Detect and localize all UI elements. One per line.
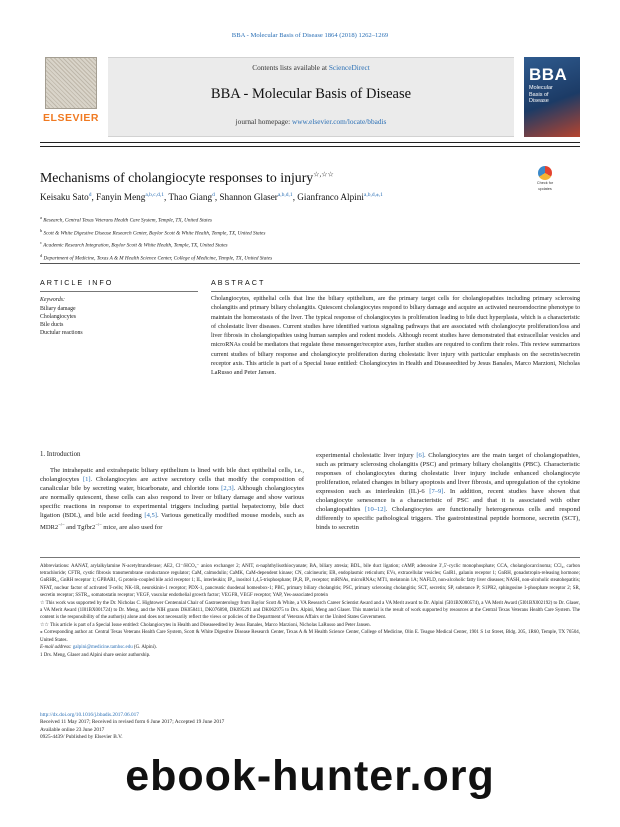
article-info-rule bbox=[40, 291, 198, 292]
citation-link[interactable]: [2,3] bbox=[221, 485, 234, 493]
watermark: ebook-hunter.org bbox=[125, 752, 495, 800]
author-name[interactable]: Keisaku Sato bbox=[40, 192, 89, 203]
journal-homepage-link[interactable]: www.elsevier.com/locate/bbadis bbox=[291, 117, 387, 126]
senior-authorship-footnote: 1 Drs. Meng, Glaser and Alpini share senior authorship. bbox=[40, 652, 151, 658]
journal-info-box bbox=[108, 57, 514, 137]
author-name[interactable]: Gianfranco Alpini bbox=[297, 192, 364, 203]
intro-column-right: experimental cholestatic liver injury [6]. Cholangiocytes are the main target of cholangiopathies, such as primary sclerosing cholangitis (PSC) and primary biliary cholangitis (PBC). Characteristic responses of cholangiocytes during cholestatic liver injury include enhanced cholangiocyte proliferation, related changes in biliary apoptosis and liver fibrosis, and upregulation of the cytokine expression such as interleukin (IL)-6 [7–9]. In addition, recent studies have shown that cholangiocyte senescence is a characteristic of PSC and that it is associated with other cholangiopathies [10–12]. Cholangiocytes are functionally heterogeneous cells and respond differently to specific pathological triggers. The gastrointestinal peptide hormone, secretin (SCT), binds to secretin bbox=[316, 452, 581, 532]
author-name[interactable]: Fanyin Meng bbox=[96, 192, 146, 203]
elsevier-logo[interactable] bbox=[40, 57, 102, 137]
journal-masthead bbox=[40, 57, 580, 137]
publication-history bbox=[40, 712, 340, 741]
header-separator bbox=[40, 263, 580, 264]
introduction-heading: 1. Introduction bbox=[40, 451, 81, 458]
doi-link[interactable]: http://dx.doi.org/10.1016/j.bbadis.2017.06.017 bbox=[40, 712, 139, 718]
masthead-rule bbox=[40, 142, 580, 143]
author-list: Keisaku Sato$^d$, Fanyin Meng$^{a,b,c,d,1}$, Thao Giang$^d$, Shannon Glaser$^{a,b,d,1}$, Gianfranco Alpini$^{a,b,d,⁎,1}$ bbox=[40, 192, 383, 203]
author-name[interactable]: Thao Giang bbox=[168, 192, 213, 203]
title-footnote-marks[interactable]: ☆,☆☆ bbox=[313, 170, 334, 179]
citation-link[interactable]: [1] bbox=[82, 476, 91, 484]
elsevier-tree-icon bbox=[45, 57, 97, 109]
publisher-name: ELSEVIER bbox=[43, 112, 99, 124]
special-issue-footnote: ☆☆ This article is part of a Special Issue entitled: Cholangiocytes in Health and Diseaseedited by Jesus Banales, Marco Marzioni, Nicholas LaRusso and Peter Jansen. bbox=[40, 622, 371, 628]
abstract-rule bbox=[211, 291, 580, 292]
affiliation-item: $^a$ Research, Central Texas Veterans Health Care System, Temple, TX, United States bbox=[40, 215, 212, 224]
intro-column-left: The intrahepatic and extrahepatic biliary epithelium is lined with bile duct epithelial cells, i.e., cholangiocytes [1]. Cholangiocytes are active secretory cells that modify the composition of canalicular bile by secreting water, bicarbonate, and chloride ions [2,3]. Although cholangiocytes are normally quiescent, these cells can also respond to liver or biliary damage and show various specific reactions in response to experimental triggers including partial hepatectomy, bile duct ligation (BDL), and bile acid feeding [4,5]. Various genetically modified mouse models, such as MDR2−/− and Tgfbr2−/− mice, are also used for bbox=[40, 467, 305, 532]
keyword: Cholangiocytes bbox=[40, 314, 77, 321]
citation-link[interactable]: [4,5] bbox=[144, 512, 157, 520]
keyword: Ductular reactions bbox=[40, 330, 83, 337]
article-title: Mechanisms of cholangiocyte responses to injury☆,☆☆ bbox=[40, 170, 334, 185]
corresponding-author-footnote: ⁎ Corresponding author at: Central Texas Veterans Health Care System, Scott & White Digestive Disease Research Center, Texas A & M Health Science Center, College of Medicine, Olin E. Teague Medical Center, 1901 S 1st Street, Bldg. 205, 1R60, Temple, TX 76504, United States. bbox=[40, 630, 580, 643]
online-date: Available online 23 June 2017 bbox=[40, 726, 105, 733]
journal-title: BBA - Molecular Basis of Disease bbox=[210, 86, 412, 102]
running-header[interactable]: BBA - Molecular Basis of Disease 1864 (2018) 1262–1269 bbox=[231, 32, 389, 39]
keywords-list bbox=[40, 305, 83, 337]
citation-link[interactable]: [10–12] bbox=[364, 506, 386, 514]
check-updates-icon bbox=[538, 166, 552, 180]
keyword: Biliary damage bbox=[40, 306, 76, 312]
keyword: Bile ducts bbox=[40, 322, 64, 329]
citation-link[interactable]: [7–9] bbox=[429, 488, 444, 496]
affiliations bbox=[40, 213, 580, 264]
article-info-heading: ARTICLE INFO bbox=[40, 278, 114, 287]
author-name[interactable]: Shannon Glaser bbox=[219, 192, 278, 203]
check-for-updates-badge[interactable]: Check for updates bbox=[531, 166, 559, 196]
email-footnote: E-mail address: galpini@medicine.tamhsc.edu (G. Alpini). bbox=[40, 645, 157, 651]
affiliation-item: $^d$ Department of Medicine, Texas A & M Health Science Center, College of Medicine, Temple, TX, United States bbox=[40, 253, 273, 262]
footnote-rule bbox=[40, 557, 580, 558]
author-email-link[interactable]: galpini@medicine.tamhsc.edu bbox=[72, 645, 133, 651]
journal-cover-image[interactable]: BBA Molecular Basis of Disease bbox=[524, 57, 580, 137]
contents-line: Contents lists available at ScienceDirect bbox=[252, 63, 370, 72]
abstract-text: Cholangiocytes, epithelial cells that line the biliary epithelium, are the primary target cells for cholangiopathies including primary sclerosing cholangitis and primary biliary cholangitis. Quiescent cholangiocytes respond to biliary damage and acquire an activated neuroendocrine phenotype to maintain the homeostasis of the liver. The typical response of cholangiocytes is proliferation leading to bile duct hyperplasia, which is a characteristic of cholestatic liver diseases. Current studies have identified various signaling pathways that are associated with cholangiocyte proliferation/loss and liver fibrosis in cholangiopathies using human samples and rodent models. Although recent studies have demonstrated that extracellular vesicles and microRNAs could be mediators that regulate these messenger/receptor axes, further studies are required to confirm their roles. This review summarizes current studies of biliary response and cholangiocyte proliferation during cholestatic liver injury with particular emphasis on the secretin/secretin receptor axis. This article is part of a Special Issue entitled: Cholangiocytes in Health and Diseaseedited by Jesus Banales, Marco Marzioni, Nicholas LaRusso and Peter Jansen. bbox=[211, 296, 580, 377]
affiliation-item: $^b$ Scott & White Digestive Disease Research Center, Baylor Scott & White Health, Temple, TX, United States bbox=[40, 227, 266, 237]
masthead-rule-thin bbox=[40, 146, 580, 147]
received-dates: Received 11 May 2017; Received in revised form 6 June 2017; Accepted 19 June 2017 bbox=[40, 719, 225, 726]
issn-line: 0925-4439/ Published by Elsevier B.V. bbox=[40, 733, 123, 740]
affiliation-item: $^c$ Academic Research Integration, Baylor Scott & White Health, Temple, TX, United States bbox=[40, 240, 228, 250]
keywords-label: Keywords: bbox=[40, 297, 65, 303]
sciencedirect-link[interactable]: ScienceDirect bbox=[328, 63, 370, 72]
footnotes bbox=[40, 563, 580, 660]
abbreviations-footnote: Abbreviations: AANAT, arylalkylamine N-acetyltransferase; AE2, Cl⁻/HCO₃⁻ anion exchanger 2; ANIT, α-naphthylisothiocyanate; BA, biliary atresia; BDL, bile duct ligation; cAMP, adenosine 3′,5′-cyclic monophosphate; CCA, cholangiocarcinoma; CCl₄, carbon tetrachloride; CFTR, cystic fibrosis transmembrane conductance regulator; CaM, calmodulin; CaMK, CaM-dependent kinase; CN, calcineurin; ER, endoplasmic reticulum; EVs, extracellular vesicles; GalR1, galanin receptor 1; GnRH, gonadotropin-releasing hormone; GnRHR₁, GnRH receptor 1; GPBAR1, G protein-coupled bile acid receptor 1; IL, interleukin; IP₃, inositol 1,4,5-trisphosphate; IP₃R, IP₃ receptor; miRNAs, microRNAs; MT1, melatonin 1A; NAFLD, non-alcoholic fatty liver diseases; NASH, non-alcoholic steatohepatitis; NFAT, nuclear factor of activated T-cells; NK-1R, neurokinin-1 receptor; PDX-1, pancreatic duodenal homeobox-1; PBC, primary biliary cholangitis; PSC, primary sclerosing cholangitis; SCT, secretin; SP, substance P; S1PR2, sphingosine 1-phosphate receptor 2; SR, secretin receptor; SSTR₂, somatostatin receptor; VEGF, vascular endothelial growth factor; VEGFR, VEGF receptor; YAP, Yes-associated protein bbox=[40, 564, 580, 598]
citation-link[interactable]: [6] bbox=[416, 452, 424, 459]
abstract-heading: ABSTRACT bbox=[211, 278, 266, 287]
funding-footnote: ☆ This work was supported by the Dr. Nicholas C. Hightower Centennial Chair of Gastroenterology from Baylor Scott & White, a VA Research Career Scientist Award and a VA Merit award to Dr. Alpini (5I01BX000574), a VA Merit Award (5I01BX002192) to Dr. Glaser, a VA Merit Award (1I01BX001724) to Dr. Meng, and the NIH grants DK058411, DK076898, DK095291 and DK062975 to Drs. Alpini, Meng and Glaser. This material is the result of work supported by resources at the Central Texas Veterans Health Care System. The content is the responsibility of the author(s) alone and does not necessarily reflect the views or policies of the Department of Veterans Affairs or the United States Government. bbox=[40, 600, 580, 620]
homepage-line: journal homepage: www.elsevier.com/locate/bbadis bbox=[235, 117, 387, 126]
